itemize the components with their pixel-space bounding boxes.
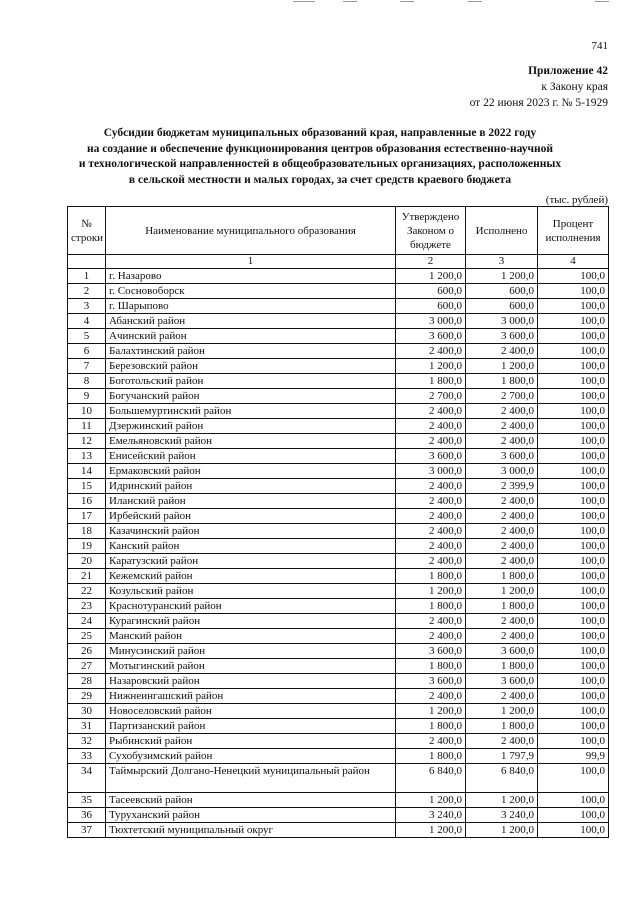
municipality-name-cell: Тасеевский район — [106, 793, 396, 808]
approved-amount-cell: 2 400,0 — [396, 419, 466, 434]
municipality-name-cell: Партизанский район — [106, 719, 396, 734]
header-municipality: Наименование муниципального образования — [106, 207, 396, 255]
executed-amount-cell: 2 400,0 — [466, 614, 538, 629]
execution-percent-cell: 100,0 — [538, 764, 609, 793]
municipality-name-cell: Туруханский район — [106, 808, 396, 823]
executed-amount-cell: 2 400,0 — [466, 434, 538, 449]
executed-amount-cell: 600,0 — [466, 299, 538, 314]
table-row — [68, 449, 609, 464]
municipality-name-cell: Каратузский район — [106, 554, 396, 569]
execution-percent-cell: 100,0 — [538, 404, 609, 419]
approved-amount-cell: 3 600,0 — [396, 449, 466, 464]
approved-amount-cell: 3 000,0 — [396, 464, 466, 479]
execution-percent-cell: 100,0 — [538, 793, 609, 808]
municipality-name-cell: Ачинский район — [106, 329, 396, 344]
approved-amount-cell: 2 400,0 — [396, 479, 466, 494]
row-number-cell: 10 — [68, 404, 106, 419]
approved-amount-cell: 1 800,0 — [396, 749, 466, 764]
row-number-cell: 30 — [68, 704, 106, 719]
header-executed: Исполнено — [466, 207, 538, 255]
table-row — [68, 284, 609, 299]
title-line: в сельской местности и малых городах, за счет средств краевого бюджета — [128, 173, 512, 186]
row-number-cell: 3 — [68, 299, 106, 314]
table-row — [68, 823, 609, 838]
municipality-name-cell: Курагинский район — [106, 614, 396, 629]
approved-amount-cell: 1 800,0 — [396, 719, 466, 734]
row-number-cell: 31 — [68, 719, 106, 734]
execution-percent-cell: 100,0 — [538, 419, 609, 434]
execution-percent-cell: 100,0 — [538, 554, 609, 569]
row-number-cell: 4 — [68, 314, 106, 329]
row-number-cell: 29 — [68, 689, 106, 704]
approved-amount-cell: 3 240,0 — [396, 808, 466, 823]
unit-note: (тыс. рублей) — [545, 194, 608, 206]
approved-amount-cell: 2 400,0 — [396, 629, 466, 644]
approved-amount-cell: 2 400,0 — [396, 524, 466, 539]
executed-amount-cell: 2 400,0 — [466, 524, 538, 539]
table-row — [68, 434, 609, 449]
row-number-cell: 35 — [68, 793, 106, 808]
execution-percent-cell: 100,0 — [538, 344, 609, 359]
municipality-name-cell: Казачинский район — [106, 524, 396, 539]
table-row — [68, 374, 609, 389]
table-row — [68, 644, 609, 659]
execution-percent-cell: 100,0 — [538, 374, 609, 389]
appendix-date-line: от 22 июня 2023 г. № 5-1929 — [469, 97, 608, 109]
approved-amount-cell: 6 840,0 — [396, 764, 466, 793]
municipality-name-cell: Рыбинский район — [106, 734, 396, 749]
executed-amount-cell: 6 840,0 — [466, 764, 538, 793]
table-row — [68, 419, 609, 434]
row-number-cell: 6 — [68, 344, 106, 359]
table-row — [68, 808, 609, 823]
execution-percent-cell: 100,0 — [538, 674, 609, 689]
municipality-name-cell: Боготольский район — [106, 374, 396, 389]
municipality-name-cell: Канский район — [106, 539, 396, 554]
row-number-cell: 15 — [68, 479, 106, 494]
header-percent: Процент исполнения — [538, 207, 609, 255]
table-row — [68, 793, 609, 808]
municipality-name-cell: Нижнеингашский район — [106, 689, 396, 704]
row-number-cell: 11 — [68, 419, 106, 434]
table-row — [68, 554, 609, 569]
executed-amount-cell: 2 399,9 — [466, 479, 538, 494]
municipality-name-cell: Назаровский район — [106, 674, 396, 689]
execution-percent-cell: 100,0 — [538, 494, 609, 509]
approved-amount-cell: 3 600,0 — [396, 644, 466, 659]
title-line: и технологической направленностей в общеобразовательных организациях, расположенных — [78, 158, 562, 170]
table-row — [68, 509, 609, 524]
table-row — [68, 314, 609, 329]
approved-amount-cell: 2 400,0 — [396, 509, 466, 524]
execution-percent-cell: 100,0 — [538, 524, 609, 539]
executed-amount-cell: 3 600,0 — [466, 674, 538, 689]
table-body — [68, 269, 609, 838]
executed-amount-cell: 1 200,0 — [466, 704, 538, 719]
appendix-title: Приложение 42 — [528, 65, 608, 77]
executed-amount-cell: 3 600,0 — [466, 644, 538, 659]
executed-amount-cell: 1 797,9 — [466, 749, 538, 764]
execution-percent-cell: 100,0 — [538, 314, 609, 329]
municipality-name-cell: Абанский район — [106, 314, 396, 329]
municipality-name-cell: Козульский район — [106, 584, 396, 599]
executed-amount-cell: 2 700,0 — [466, 389, 538, 404]
approved-amount-cell: 2 400,0 — [396, 734, 466, 749]
row-number-cell: 5 — [68, 329, 106, 344]
table-row — [68, 674, 609, 689]
approved-amount-cell: 2 400,0 — [396, 614, 466, 629]
row-number-cell: 24 — [68, 614, 106, 629]
row-number-cell: 34 — [68, 764, 106, 793]
executed-amount-cell: 3 240,0 — [466, 808, 538, 823]
municipality-name-cell: г. Шарыпово — [106, 299, 396, 314]
approved-amount-cell: 3 000,0 — [396, 314, 466, 329]
column-number: 3 — [466, 255, 538, 269]
table-row — [68, 689, 609, 704]
executed-amount-cell: 2 400,0 — [466, 554, 538, 569]
table-row — [68, 719, 609, 734]
executed-amount-cell: 1 800,0 — [466, 719, 538, 734]
column-number-blank — [68, 255, 106, 269]
table-row — [68, 734, 609, 749]
table-row — [68, 479, 609, 494]
executed-amount-cell: 2 400,0 — [466, 344, 538, 359]
execution-percent-cell: 100,0 — [538, 689, 609, 704]
approved-amount-cell: 600,0 — [396, 284, 466, 299]
table-row — [68, 569, 609, 584]
executed-amount-cell: 3 600,0 — [466, 449, 538, 464]
table-row — [68, 659, 609, 674]
execution-percent-cell: 100,0 — [538, 629, 609, 644]
execution-percent-cell: 99,9 — [538, 749, 609, 764]
table-row — [68, 494, 609, 509]
column-number: 4 — [538, 255, 609, 269]
appendix-law-line: к Закону края — [541, 81, 608, 93]
executed-amount-cell: 2 400,0 — [466, 509, 538, 524]
executed-amount-cell: 2 400,0 — [466, 629, 538, 644]
executed-amount-cell: 1 200,0 — [466, 793, 538, 808]
row-number-cell: 7 — [68, 359, 106, 374]
execution-percent-cell: 100,0 — [538, 464, 609, 479]
row-number-cell: 14 — [68, 464, 106, 479]
appendix-reference — [470, 63, 608, 111]
row-number-cell: 33 — [68, 749, 106, 764]
municipality-name-cell: Ирбейский район — [106, 509, 396, 524]
execution-percent-cell: 100,0 — [538, 359, 609, 374]
table-row — [68, 359, 609, 374]
column-number-row — [68, 255, 609, 269]
title-line: на создание и обеспечение функционирования центров образования естественно-научной — [86, 142, 554, 155]
table-row — [68, 344, 609, 359]
row-number-cell: 32 — [68, 734, 106, 749]
page-top-scan-marks — [0, 0, 640, 6]
approved-amount-cell: 2 400,0 — [396, 554, 466, 569]
execution-percent-cell: 100,0 — [538, 284, 609, 299]
municipality-name-cell: Балахтинский район — [106, 344, 396, 359]
execution-percent-cell: 100,0 — [538, 823, 609, 838]
row-number-cell: 13 — [68, 449, 106, 464]
execution-percent-cell: 100,0 — [538, 584, 609, 599]
execution-percent-cell: 100,0 — [538, 614, 609, 629]
municipality-name-cell: Новоселовский район — [106, 704, 396, 719]
municipality-name-cell: Емельяновский район — [106, 434, 396, 449]
municipality-name-cell: Мотыгинский район — [106, 659, 396, 674]
table-row — [68, 404, 609, 419]
approved-amount-cell: 3 600,0 — [396, 329, 466, 344]
municipality-name-cell: Енисейский район — [106, 449, 396, 464]
row-number-cell: 27 — [68, 659, 106, 674]
row-number-cell: 37 — [68, 823, 106, 838]
row-number-cell: 9 — [68, 389, 106, 404]
municipality-name-cell: Кежемский район — [106, 569, 396, 584]
table-row — [68, 539, 609, 554]
approved-amount-cell: 1 800,0 — [396, 569, 466, 584]
municipality-name-cell: Идринский район — [106, 479, 396, 494]
execution-percent-cell: 100,0 — [538, 479, 609, 494]
execution-percent-cell: 100,0 — [538, 719, 609, 734]
municipality-name-cell: Березовский район — [106, 359, 396, 374]
approved-amount-cell: 1 200,0 — [396, 704, 466, 719]
execution-percent-cell: 100,0 — [538, 449, 609, 464]
approved-amount-cell: 2 400,0 — [396, 539, 466, 554]
approved-amount-cell: 1 800,0 — [396, 659, 466, 674]
approved-amount-cell: 1 200,0 — [396, 359, 466, 374]
approved-amount-cell: 2 400,0 — [396, 434, 466, 449]
executed-amount-cell: 1 800,0 — [466, 659, 538, 674]
row-number-cell: 20 — [68, 554, 106, 569]
approved-amount-cell: 2 400,0 — [396, 404, 466, 419]
approved-amount-cell: 1 200,0 — [396, 793, 466, 808]
row-number-cell: 16 — [68, 494, 106, 509]
execution-percent-cell: 100,0 — [538, 434, 609, 449]
row-number-cell: 8 — [68, 374, 106, 389]
approved-amount-cell: 2 700,0 — [396, 389, 466, 404]
execution-percent-cell: 100,0 — [538, 539, 609, 554]
table-row — [68, 329, 609, 344]
municipality-name-cell: Таймырский Долгано-Ненецкий муниципальный район — [106, 764, 396, 793]
execution-percent-cell: 100,0 — [538, 704, 609, 719]
row-number-cell: 17 — [68, 509, 106, 524]
municipality-name-cell: Краснотуранский район — [106, 599, 396, 614]
executed-amount-cell: 2 400,0 — [466, 404, 538, 419]
execution-percent-cell: 100,0 — [538, 599, 609, 614]
execution-percent-cell: 100,0 — [538, 269, 609, 284]
column-number: 1 — [106, 255, 396, 269]
approved-amount-cell: 2 400,0 — [396, 344, 466, 359]
municipality-name-cell: Ермаковский район — [106, 464, 396, 479]
executed-amount-cell: 1 800,0 — [466, 374, 538, 389]
execution-percent-cell: 100,0 — [538, 389, 609, 404]
municipality-name-cell: Богучанский район — [106, 389, 396, 404]
header-row-number: № строки — [68, 207, 106, 255]
executed-amount-cell: 3 000,0 — [466, 464, 538, 479]
row-number-cell: 22 — [68, 584, 106, 599]
execution-percent-cell: 100,0 — [538, 569, 609, 584]
table-row — [68, 584, 609, 599]
executed-amount-cell: 2 400,0 — [466, 419, 538, 434]
row-number-cell: 21 — [68, 569, 106, 584]
executed-amount-cell: 3 000,0 — [466, 314, 538, 329]
municipality-name-cell: Иланский район — [106, 494, 396, 509]
municipality-name-cell: Тюхтетский муниципальный округ — [106, 823, 396, 838]
approved-amount-cell: 600,0 — [396, 299, 466, 314]
table-row — [68, 599, 609, 614]
table-row — [68, 524, 609, 539]
municipality-name-cell: Большемуртинский район — [106, 404, 396, 419]
row-number-cell: 18 — [68, 524, 106, 539]
row-number-cell: 12 — [68, 434, 106, 449]
header-approved: Утверждено Законом о бюджете — [396, 207, 466, 255]
row-number-cell: 26 — [68, 644, 106, 659]
approved-amount-cell: 1 200,0 — [396, 823, 466, 838]
row-number-cell: 2 — [68, 284, 106, 299]
execution-percent-cell: 100,0 — [538, 329, 609, 344]
execution-percent-cell: 100,0 — [538, 644, 609, 659]
municipality-name-cell: Манский район — [106, 629, 396, 644]
executed-amount-cell: 1 200,0 — [466, 823, 538, 838]
subsidy-table — [67, 206, 609, 838]
row-number-cell: 25 — [68, 629, 106, 644]
executed-amount-cell: 2 400,0 — [466, 539, 538, 554]
municipality-name-cell: г. Назарово — [106, 269, 396, 284]
approved-amount-cell: 3 600,0 — [396, 674, 466, 689]
row-number-cell: 1 — [68, 269, 106, 284]
row-number-cell: 36 — [68, 808, 106, 823]
municipality-name-cell: г. Сосновоборск — [106, 284, 396, 299]
table-row — [68, 764, 609, 793]
row-number-cell: 28 — [68, 674, 106, 689]
executed-amount-cell: 1 200,0 — [466, 584, 538, 599]
table-row — [68, 299, 609, 314]
municipality-name-cell: Сухобузимский район — [106, 749, 396, 764]
table-row — [68, 464, 609, 479]
executed-amount-cell: 3 600,0 — [466, 329, 538, 344]
execution-percent-cell: 100,0 — [538, 509, 609, 524]
page-number: 741 — [591, 40, 608, 52]
document-title — [60, 126, 580, 188]
table-row — [68, 269, 609, 284]
executed-amount-cell: 1 800,0 — [466, 569, 538, 584]
table-header-row — [68, 207, 609, 255]
executed-amount-cell: 2 400,0 — [466, 689, 538, 704]
execution-percent-cell: 100,0 — [538, 734, 609, 749]
title-line: Субсидии бюджетам муниципальных образований края, направленные в 2022 году — [103, 127, 537, 139]
execution-percent-cell: 100,0 — [538, 808, 609, 823]
executed-amount-cell: 2 400,0 — [466, 734, 538, 749]
approved-amount-cell: 1 800,0 — [396, 374, 466, 389]
row-number-cell: 19 — [68, 539, 106, 554]
approved-amount-cell: 1 200,0 — [396, 584, 466, 599]
table-row — [68, 629, 609, 644]
municipality-name-cell: Дзержинский район — [106, 419, 396, 434]
municipality-name-cell: Минусинский район — [106, 644, 396, 659]
table-row — [68, 614, 609, 629]
table-row — [68, 389, 609, 404]
executed-amount-cell: 1 200,0 — [466, 359, 538, 374]
execution-percent-cell: 100,0 — [538, 299, 609, 314]
column-number: 2 — [396, 255, 466, 269]
executed-amount-cell: 1 800,0 — [466, 599, 538, 614]
executed-amount-cell: 600,0 — [466, 284, 538, 299]
table-row — [68, 749, 609, 764]
row-number-cell: 23 — [68, 599, 106, 614]
executed-amount-cell: 2 400,0 — [466, 494, 538, 509]
table-row — [68, 704, 609, 719]
executed-amount-cell: 1 200,0 — [466, 269, 538, 284]
execution-percent-cell: 100,0 — [538, 659, 609, 674]
approved-amount-cell: 2 400,0 — [396, 494, 466, 509]
approved-amount-cell: 2 400,0 — [396, 689, 466, 704]
approved-amount-cell: 1 800,0 — [396, 599, 466, 614]
approved-amount-cell: 1 200,0 — [396, 269, 466, 284]
